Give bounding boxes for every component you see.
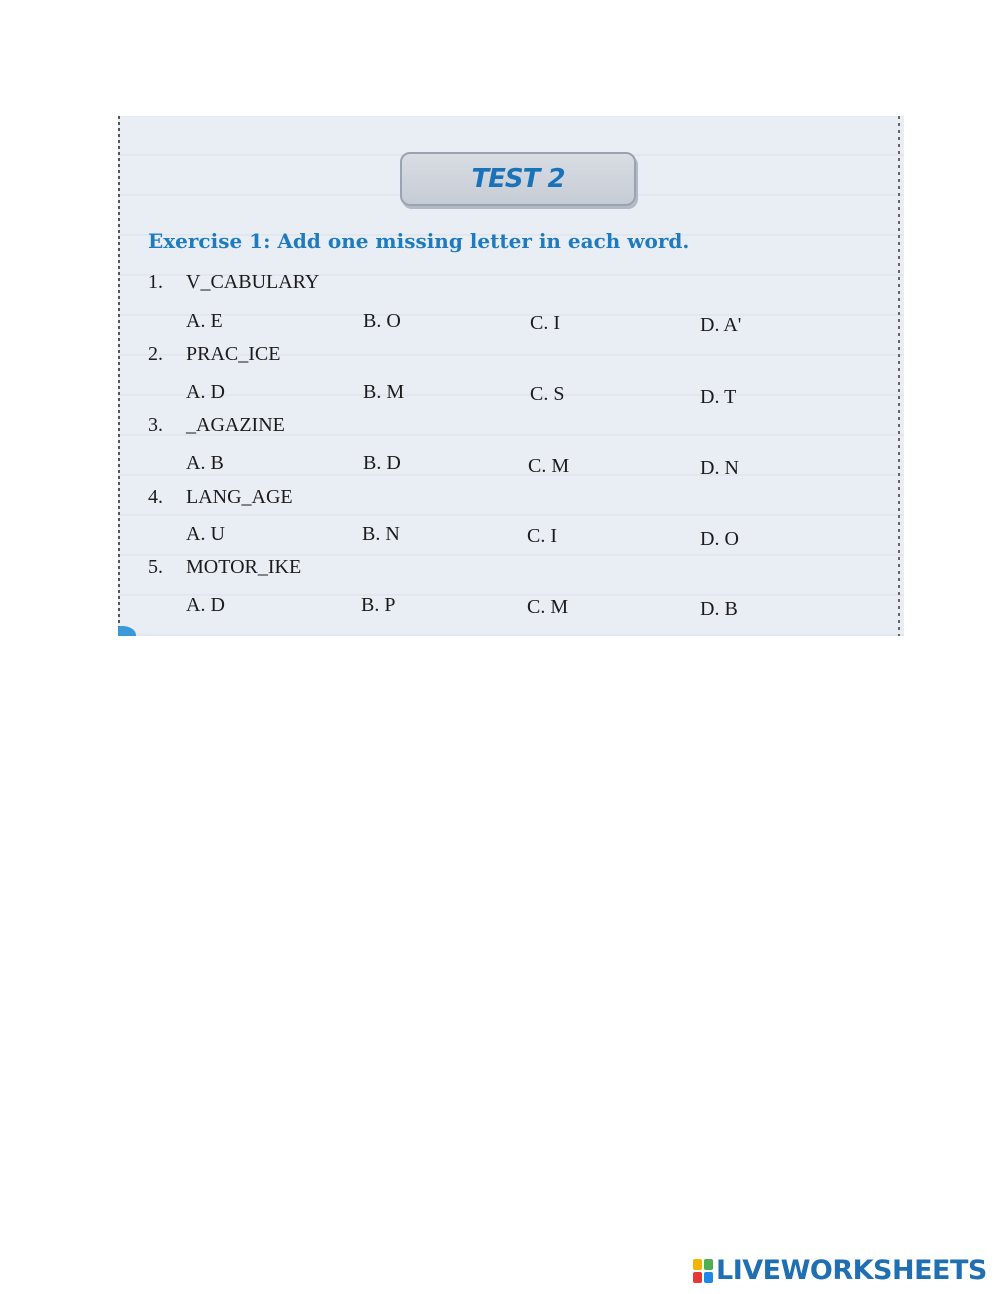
liveworksheets-brand: [693, 1255, 987, 1286]
exercise-heading: Exercise 1: Add one missing letter in each word.: [148, 229, 690, 253]
option-b: B. O: [363, 310, 401, 332]
option-d: D. T: [700, 386, 737, 408]
question-2: [148, 343, 280, 366]
test-title: TEST 2: [471, 164, 565, 194]
option-a: A. E: [186, 310, 223, 332]
option-a: A. D: [186, 594, 225, 616]
question-4: [148, 486, 293, 509]
question-number: 1.: [148, 271, 163, 293]
test-title-box: [400, 152, 636, 206]
option-b: B. P: [361, 594, 396, 616]
question-number: 3.: [148, 414, 163, 436]
option-a: A. B: [186, 452, 224, 474]
option-d: D. B: [700, 598, 738, 620]
question-word: LANG_AGE: [186, 486, 293, 508]
worksheet-scan-image: [118, 116, 904, 636]
question-word: _AGAZINE: [186, 414, 285, 436]
corner-decoration: [118, 626, 136, 636]
option-b: B. N: [362, 523, 400, 545]
option-a: A. U: [186, 523, 225, 545]
option-b: B. M: [363, 381, 405, 403]
scan-left-edge: [118, 116, 120, 636]
option-d: D. O: [700, 528, 739, 550]
question-5: [148, 556, 301, 579]
scan-right-edge: [898, 116, 900, 636]
question-word: MOTOR_IKE: [186, 556, 302, 578]
option-d: D. A': [700, 314, 742, 336]
question-number: 4.: [148, 486, 163, 508]
question-number: 5.: [148, 556, 163, 578]
question-word: PRAC_ICE: [186, 343, 281, 365]
question-number: 2.: [148, 343, 163, 365]
option-a: A. D: [186, 381, 225, 403]
option-c: C. M: [527, 596, 569, 618]
question-word: V_CABULARY: [186, 271, 320, 293]
question-3: [148, 414, 285, 437]
option-c: C. M: [528, 455, 570, 477]
liveworksheets-logo-icon: [693, 1259, 713, 1283]
option-c: C. S: [530, 383, 565, 405]
option-d: D. N: [700, 457, 739, 479]
brand-name: LIVEWORKSHEETS: [716, 1255, 987, 1286]
option-c: C. I: [530, 312, 560, 334]
option-b: B. D: [363, 452, 401, 474]
option-c: C. I: [527, 525, 557, 547]
question-1: [148, 271, 319, 294]
